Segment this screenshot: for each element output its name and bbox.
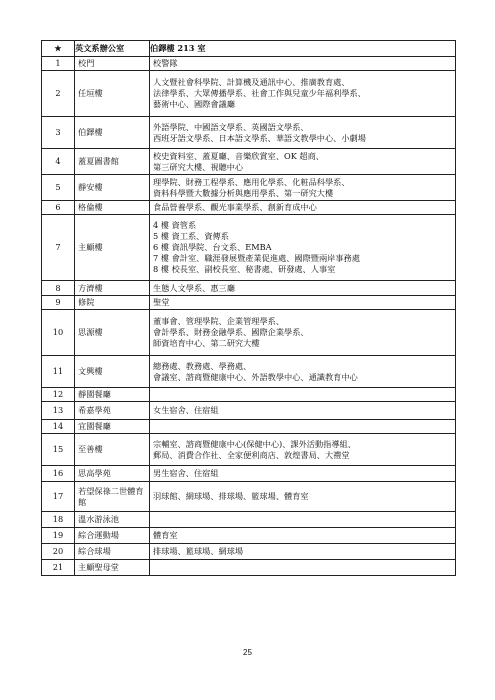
departments-cell [150, 420, 456, 434]
department-line: 理學院、財務工程學系、應用化學系、化粧品科學系、 [153, 176, 350, 187]
building-name [75, 117, 150, 149]
department-line: 排球場、籃球場、網球場 [153, 546, 244, 556]
row-number: 16 [42, 466, 75, 482]
building-name [75, 356, 150, 388]
table-row [42, 71, 456, 117]
table-row [42, 296, 456, 310]
table-row [42, 356, 456, 388]
row-number: 2 [42, 71, 75, 117]
row-number: 9 [42, 296, 75, 310]
department-line: 會計學系、財務金融學系、國際企業學系、 [153, 327, 309, 337]
row-number: 20 [42, 544, 75, 560]
departments-cell [150, 560, 456, 576]
building-name [75, 420, 150, 434]
departments-cell [150, 528, 456, 544]
departments-cell [150, 215, 456, 281]
departments-cell [150, 544, 456, 560]
building-directory-table [41, 40, 456, 576]
row-number: 11 [42, 356, 75, 388]
table-header-row [42, 41, 456, 57]
department-line: 法律學系、大眾傳播學系、社會工作與兒童少年福利學系、 [153, 88, 366, 98]
row-number: 17 [42, 482, 75, 512]
building-name-text: 思源樓 [78, 327, 103, 337]
departments-cell [150, 281, 456, 296]
header-english-office: 英文系辦公室 [75, 41, 150, 57]
department-line: 6 樓 資訊學院、台文系、EMBA [153, 242, 272, 252]
building-name [75, 434, 150, 466]
departments-cell [150, 201, 456, 215]
table-row [42, 215, 456, 281]
building-name [75, 296, 150, 310]
department-line: 4 樓 資管系 [153, 220, 197, 230]
table-row [42, 544, 456, 560]
page-number: 25 [243, 648, 252, 657]
table-row [42, 57, 456, 71]
department-line: 第三研究大樓、視聽中心 [153, 161, 244, 172]
department-line: 男生宿舍、住宿組 [153, 468, 219, 478]
building-name [75, 388, 150, 402]
row-number: 10 [42, 310, 75, 356]
building-name-text: 主顧聖母堂 [78, 562, 119, 572]
table-row [42, 560, 456, 576]
building-name-text: 宜園餐廳 [78, 421, 111, 431]
building-name-text: 格倫樓 [78, 202, 103, 212]
building-name-text: 靜安樓 [78, 182, 103, 192]
building-name [75, 402, 150, 420]
department-line: 藝術中心、國際會議廳 [153, 99, 235, 109]
row-number: 19 [42, 528, 75, 544]
departments-cell [150, 149, 456, 175]
department-line: 8 樓 校長室、副校長室、秘書處、研發處、人事室 [153, 264, 336, 274]
table-row [42, 310, 456, 356]
department-line: 外語學院、中國語文學系、英國語文學系、 [153, 121, 309, 132]
building-name [75, 482, 150, 512]
departments-cell [150, 356, 456, 388]
department-line: 體育室 [153, 530, 178, 540]
header-office-location: 伯鐸樓 213 室 [150, 41, 456, 57]
building-name-text: 文興樓 [78, 366, 103, 376]
building-name-text: 校門 [78, 58, 95, 68]
row-number: 1 [42, 57, 75, 71]
building-name-text: 若望保祿二世體育館 [78, 485, 144, 507]
building-name-text: 思高學苑 [78, 468, 111, 478]
building-name-text: 溫水游泳池 [78, 514, 119, 524]
building-name [75, 215, 150, 281]
row-number: 7 [42, 215, 75, 281]
row-number: 6 [42, 201, 75, 215]
departments-cell [150, 117, 456, 149]
department-line: 聖堂 [153, 297, 170, 307]
departments-cell [150, 175, 456, 201]
department-line: 人文暨社會科學院、計算機及通訊中心、推廣教育處、 [153, 77, 350, 87]
row-number: 12 [42, 388, 75, 402]
table-row [42, 402, 456, 420]
department-line: 女生宿舍、住宿組 [153, 405, 219, 415]
building-name-text: 方濟樓 [78, 282, 103, 293]
table-row [42, 420, 456, 434]
building-name-text: 主顧樓 [78, 242, 103, 252]
row-number: 18 [42, 512, 75, 528]
building-name [75, 466, 150, 482]
building-name [75, 149, 150, 175]
departments-cell [150, 512, 456, 528]
building-name-text: 靜園餐廳 [78, 389, 111, 399]
departments-cell [150, 434, 456, 466]
building-name-text: 修院 [78, 297, 95, 307]
building-name [75, 528, 150, 544]
departments-cell [150, 402, 456, 420]
building-name [75, 512, 150, 528]
building-name [75, 71, 150, 117]
building-name [75, 560, 150, 576]
table-row [42, 175, 456, 201]
department-line: 羽球館、網球場、排球場、籃球場、體育室 [153, 491, 309, 501]
building-name-text: 蓋夏圖書館 [78, 156, 119, 166]
star-icon: ★ [42, 41, 75, 57]
table-row [42, 281, 456, 296]
departments-cell [150, 482, 456, 512]
department-line: 資料科學暨大數據分析與應用學系、第一研究大樓 [153, 187, 334, 198]
row-number: 15 [42, 434, 75, 466]
department-line: 生態人文學系、惠三廳 [153, 282, 235, 293]
building-name [75, 310, 150, 356]
building-name-text: 任垣樓 [78, 88, 103, 98]
table-row [42, 388, 456, 402]
department-line: 校警隊 [153, 58, 178, 68]
row-number: 14 [42, 420, 75, 434]
building-name-text: 希嘉學苑 [78, 405, 111, 415]
building-name [75, 175, 150, 201]
table-row [42, 434, 456, 466]
department-line: 西班牙語文學系、日本語文學系、華語文教學中心、小劇場 [153, 132, 366, 143]
department-line: 師資培育中心、第二研究大樓 [153, 338, 260, 348]
row-number: 4 [42, 149, 75, 175]
departments-cell [150, 310, 456, 356]
department-line: 會議室、諮商暨健康中心、外語教學中心、通識教育中心 [153, 371, 358, 382]
building-name [75, 544, 150, 560]
building-name-text: 綜合運動場 [78, 530, 119, 540]
table-body [42, 57, 456, 576]
table-row [42, 201, 456, 215]
row-number: 5 [42, 175, 75, 201]
building-name-text: 至善樓 [78, 444, 103, 454]
table-row [42, 512, 456, 528]
building-name [75, 201, 150, 215]
department-line: 董事會、管理學院、企業管理學系、 [153, 316, 285, 326]
table-row [42, 482, 456, 512]
department-line: 7 樓 會計室、職涯發展暨產業促進處、國際暨兩岸事務處 [153, 253, 360, 263]
building-name [75, 281, 150, 296]
building-name-text: 伯鐸樓 [78, 127, 103, 137]
table-row [42, 466, 456, 482]
table-row [42, 149, 456, 175]
departments-cell [150, 296, 456, 310]
department-line: 郵局、消費合作社、全家便利商店、敦煌書局、大禮堂 [153, 449, 350, 460]
row-number: 13 [42, 402, 75, 420]
table-row [42, 117, 456, 149]
departments-cell [150, 57, 456, 71]
department-line: 校史資料室、蓋夏廳、音樂欣賞室、OK 超商、 [153, 150, 324, 161]
row-number: 8 [42, 281, 75, 296]
departments-cell [150, 466, 456, 482]
department-line: 總務處、教務處、學務處、 [153, 360, 252, 371]
building-name-text: 綜合球場 [78, 546, 111, 556]
departments-cell [150, 71, 456, 117]
department-line: 5 樓 資工系、資傳系 [153, 231, 229, 241]
building-name [75, 57, 150, 71]
department-line: 宗輔室、諮商暨健康中心(保健中心)、課外活動指導組、 [153, 438, 356, 449]
department-line: 食品營養學系、觀光事業學系、創新育成中心 [153, 202, 317, 212]
row-number: 3 [42, 117, 75, 149]
table-row [42, 528, 456, 544]
departments-cell [150, 388, 456, 402]
row-number: 21 [42, 560, 75, 576]
